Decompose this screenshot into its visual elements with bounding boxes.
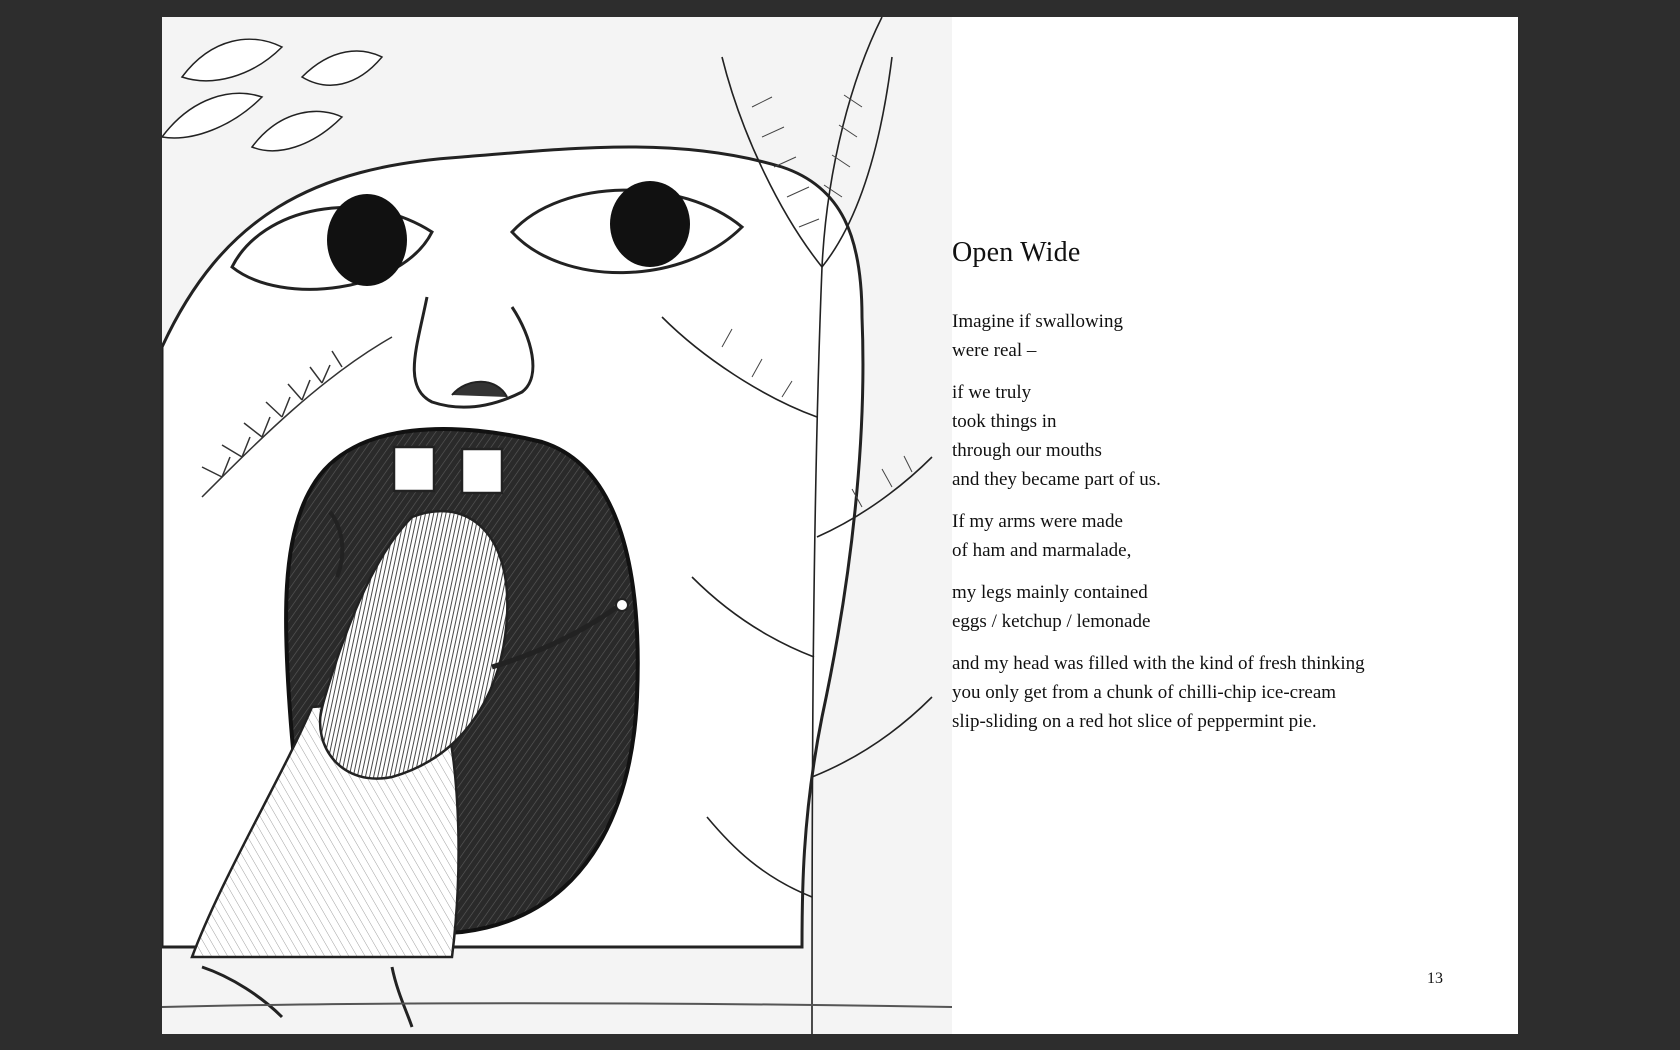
right-tooth	[462, 449, 502, 493]
illustration-drawing	[162, 17, 952, 1034]
poem-line: if we truly	[952, 382, 1032, 403]
stanza	[952, 649, 1472, 736]
poem-line: and my head was filled with the kind of fresh thinking	[952, 653, 1365, 674]
poem-line: and they became part of us.	[952, 469, 1161, 490]
poem-line: eggs / ketchup / lemonade	[952, 611, 1151, 632]
poem-line: were real –	[952, 340, 1037, 361]
poem-title: Open Wide	[952, 237, 1081, 268]
ink-illustration-giant-face	[162, 17, 952, 1034]
left-pupil	[327, 194, 407, 286]
stanza	[952, 507, 1472, 565]
stanza	[952, 378, 1472, 494]
poem-line: If my arms were made	[952, 511, 1123, 532]
poem-line: took things in	[952, 411, 1057, 432]
poem-body	[952, 307, 1472, 749]
poem-line: of ham and marmalade,	[952, 540, 1132, 561]
stanza	[952, 578, 1472, 636]
poem-line: my legs mainly contained	[952, 582, 1148, 603]
poem-line: you only get from a chunk of chilli-chip ice-cream	[952, 682, 1337, 703]
left-tooth	[394, 447, 434, 491]
page-number: 13	[1427, 970, 1443, 987]
poem-line: through our mouths	[952, 440, 1102, 461]
poem-line: slip-sliding on a red hot slice of peppermint pie.	[952, 711, 1317, 732]
poem-line: Imagine if swallowing	[952, 311, 1123, 332]
right-pupil	[610, 181, 690, 267]
stanza	[952, 307, 1472, 365]
text-column	[952, 17, 1518, 1034]
book-page-spread	[162, 17, 1518, 1034]
